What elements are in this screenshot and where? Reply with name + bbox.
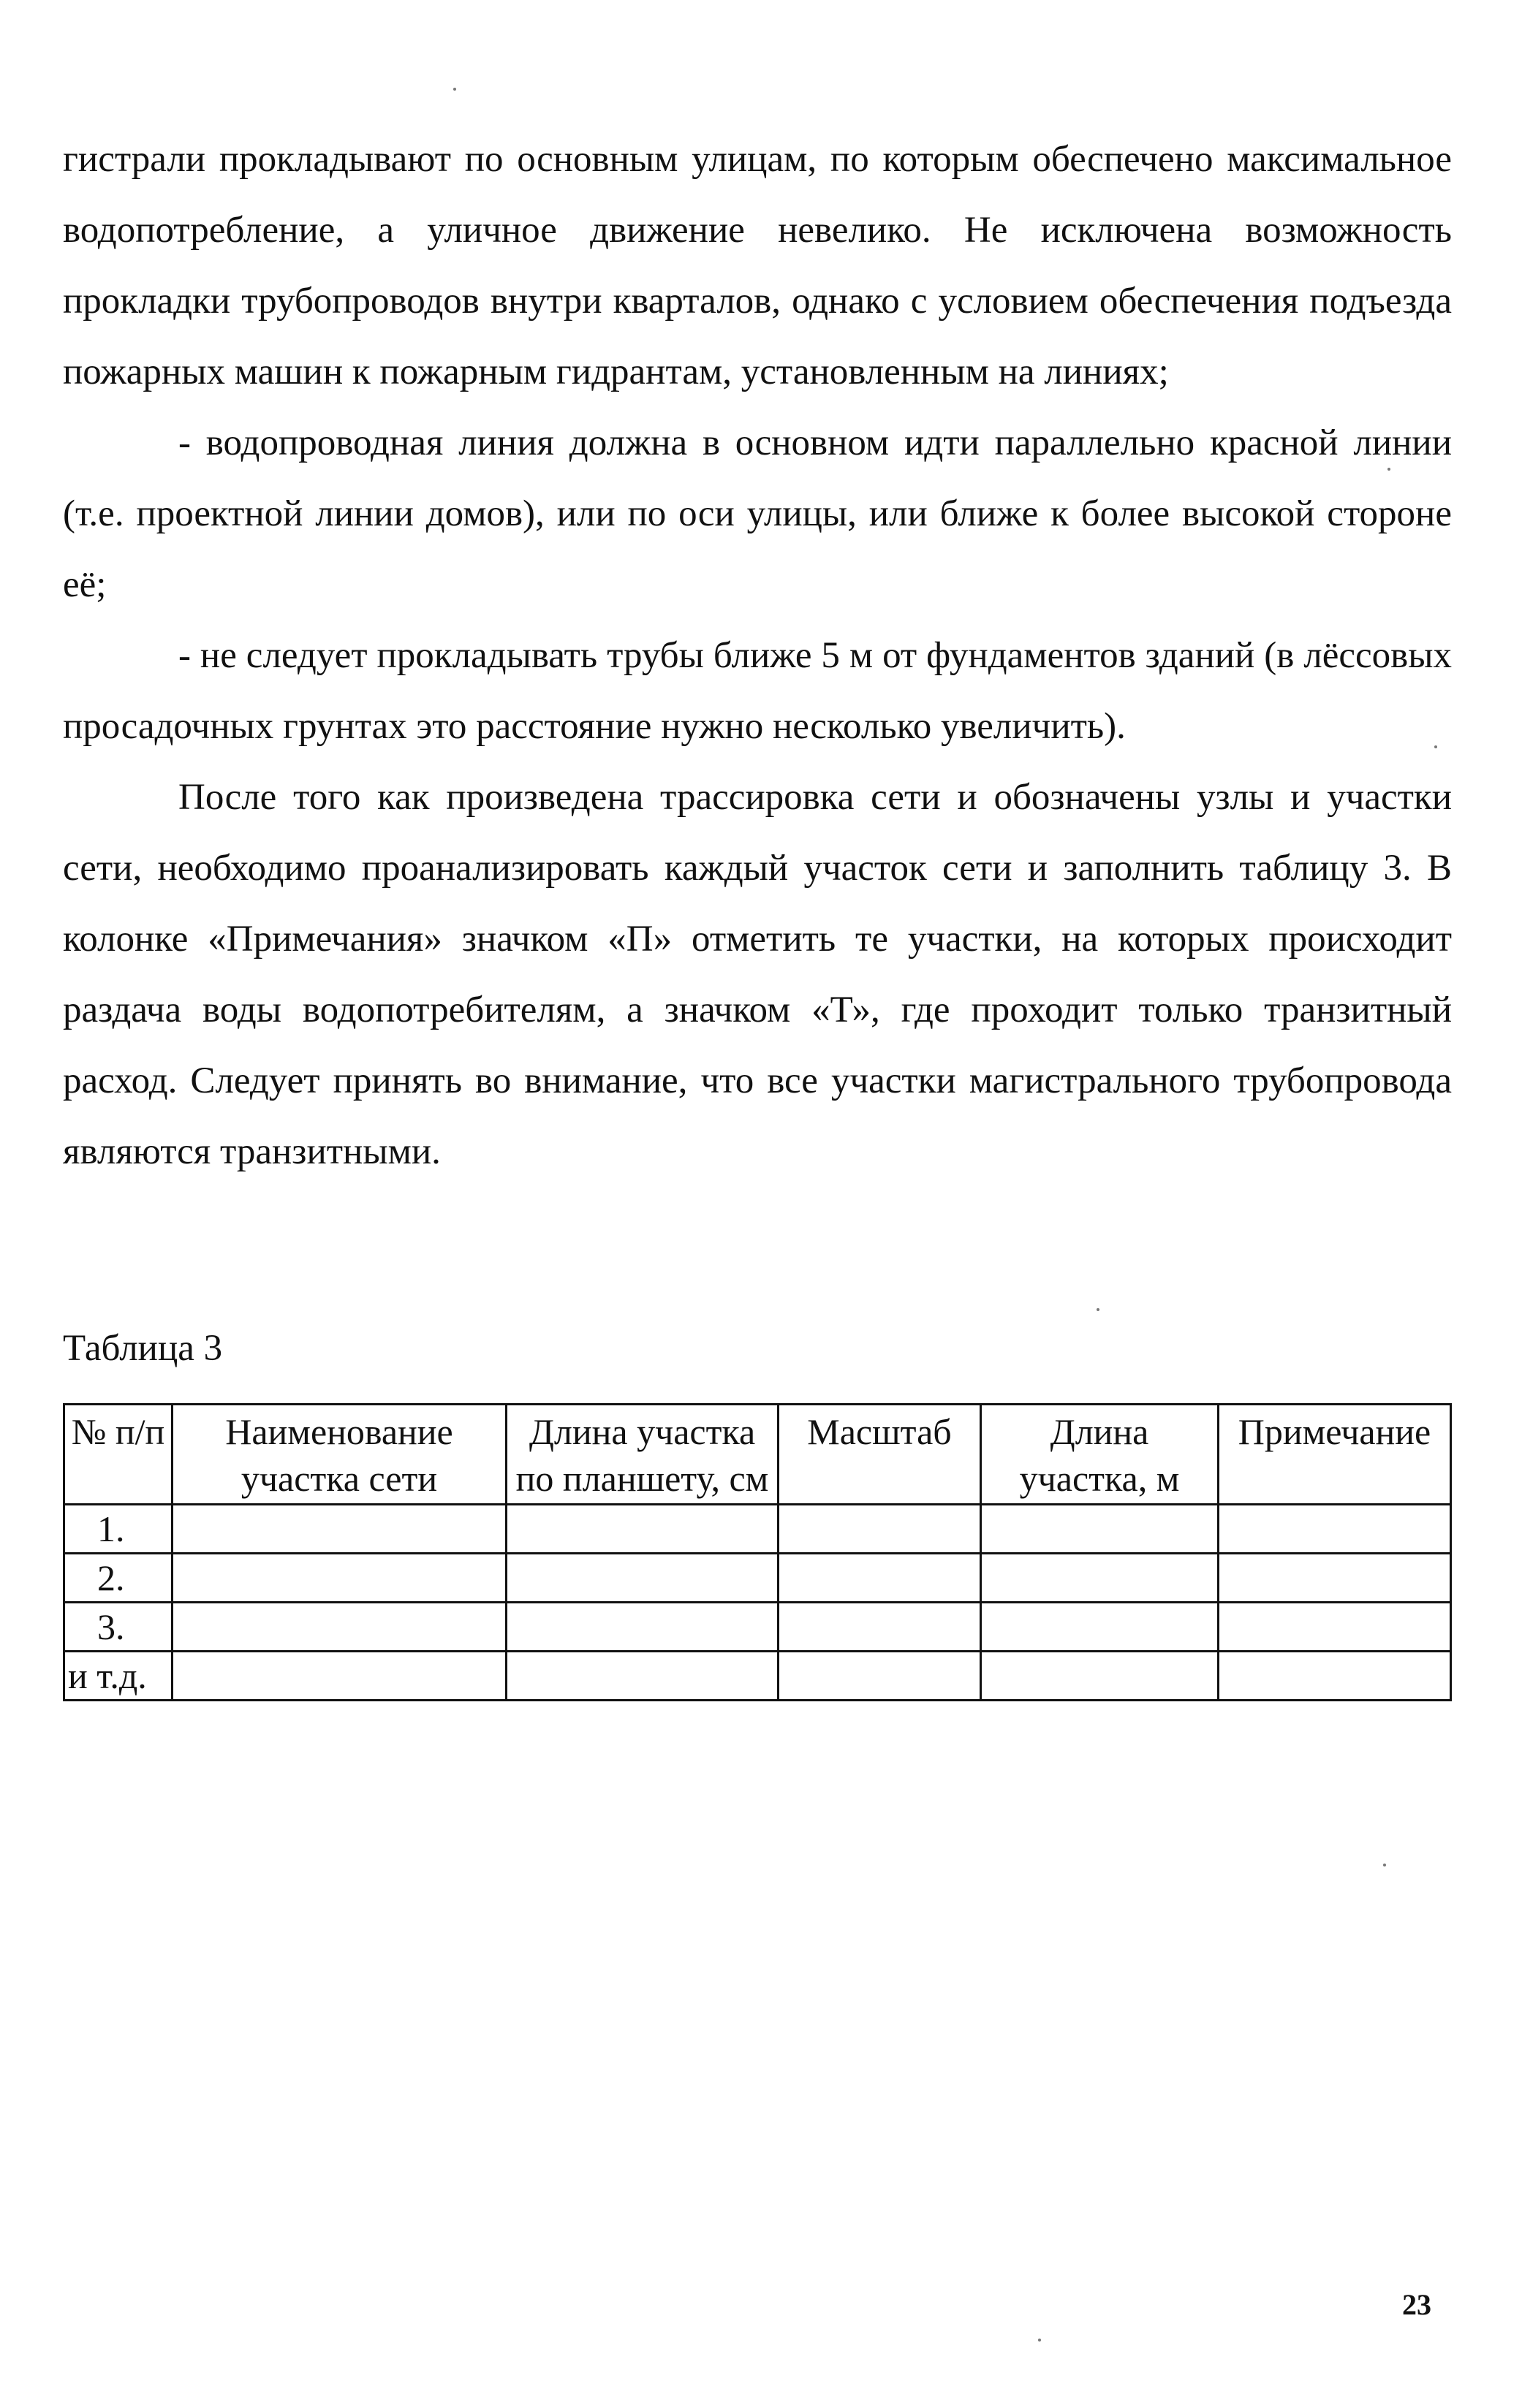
row-number: 3. bbox=[64, 1603, 173, 1652]
page-number: 23 bbox=[1402, 2288, 1431, 2321]
header-length-m: Длина участка, м bbox=[981, 1405, 1219, 1505]
table-cell bbox=[981, 1554, 1219, 1603]
table-cell bbox=[173, 1554, 507, 1603]
table-row bbox=[64, 1554, 1451, 1603]
header-note: Примечание bbox=[1219, 1405, 1451, 1505]
paragraph-continuation: гистрали прокладывают по основным улицам, по которым обеспечено максимальное водопотребление, а уличное движение невелико. Не исключена возможность прокладки трубопроводов внутри кварталов, однако с условием обеспечения подъезда пожарных машин к пожарным гидрантам, установленным на линиях; bbox=[63, 139, 1452, 392]
table-cell bbox=[779, 1652, 981, 1701]
table-cell bbox=[507, 1505, 779, 1554]
paragraph-table-instructions: После того как произведена трассировка сети и обозначены узлы и участки сети, необходимо проанализировать каждый участок сети и заполнить таблицу 3. В колонке «Примечания» значком «П» отметить те участки, на которых происходит раздача воды водопотребителям, а значком «Т», где проходит только транзитный расход. Следует принять во внимание, что все участки магистрального трубопровода являются транзитными. bbox=[63, 777, 1452, 1172]
row-number: 2. bbox=[64, 1554, 173, 1603]
body-text bbox=[63, 124, 1452, 1188]
table-row bbox=[64, 1505, 1451, 1554]
scan-speck bbox=[1434, 745, 1437, 748]
table-header-row bbox=[64, 1405, 1451, 1505]
scan-speck bbox=[1097, 1308, 1099, 1311]
table-cell bbox=[173, 1505, 507, 1554]
table-cell bbox=[1219, 1652, 1451, 1701]
table-row bbox=[64, 1603, 1451, 1652]
table-cell bbox=[981, 1505, 1219, 1554]
row-number: и т.д. bbox=[64, 1652, 173, 1701]
header-section-name: Наименование участка сети bbox=[173, 1405, 507, 1505]
table-row bbox=[64, 1652, 1451, 1701]
table-cell bbox=[1219, 1505, 1451, 1554]
table-cell bbox=[507, 1652, 779, 1701]
header-number: № п/п bbox=[64, 1405, 173, 1505]
table-cell bbox=[507, 1603, 779, 1652]
scan-speck bbox=[1387, 468, 1390, 471]
table-cell bbox=[779, 1554, 981, 1603]
table-caption: Таблица 3 bbox=[63, 1328, 223, 1369]
table-cell bbox=[1219, 1603, 1451, 1652]
header-length-on-map: Длина участка по планшету, см bbox=[507, 1405, 779, 1505]
table-cell bbox=[507, 1554, 779, 1603]
table-cell bbox=[173, 1603, 507, 1652]
table-cell bbox=[779, 1603, 981, 1652]
scan-speck bbox=[1038, 2339, 1041, 2341]
scan-speck bbox=[453, 88, 456, 91]
row-number: 1. bbox=[64, 1505, 173, 1554]
table-cell bbox=[981, 1652, 1219, 1701]
table-cell bbox=[1219, 1554, 1451, 1603]
paragraph-foundation-distance: - не следует прокладывать трубы ближе 5 м от фундаментов зданий (в лёссовых просадочных грунтах это расстояние нужно несколько увеличить). bbox=[63, 635, 1452, 747]
paragraph-red-line: - водопроводная линия должна в основном идти параллельно красной линии (т.е. проектной линии домов), или по оси улицы, или ближе к более высокой стороне её; bbox=[63, 422, 1452, 605]
header-scale: Масштаб bbox=[779, 1405, 981, 1505]
table-cell bbox=[981, 1603, 1219, 1652]
table-cell bbox=[779, 1505, 981, 1554]
table-cell bbox=[173, 1652, 507, 1701]
network-sections-table bbox=[63, 1403, 1452, 1701]
scan-speck bbox=[1383, 1864, 1386, 1866]
